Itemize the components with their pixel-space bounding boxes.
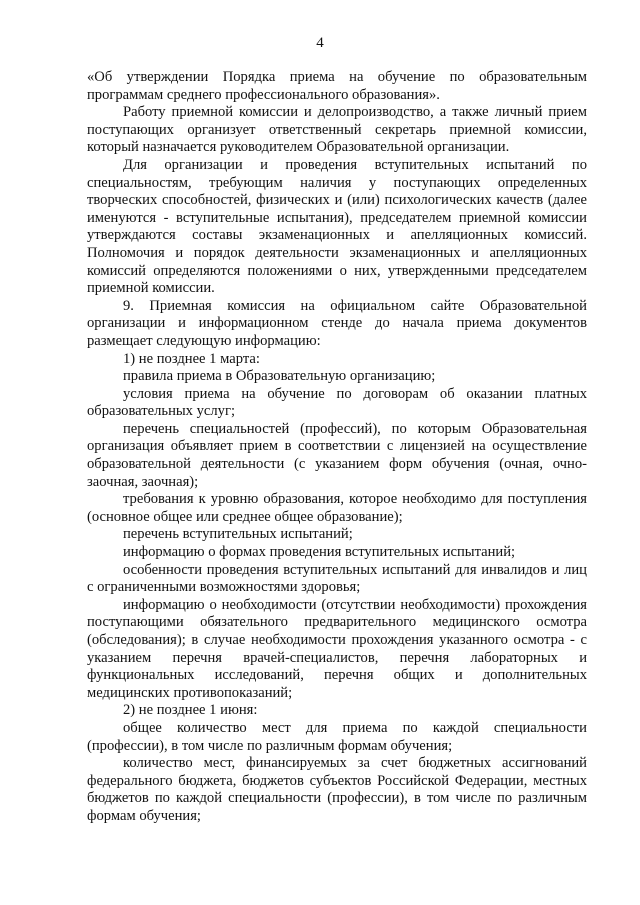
list-item-paid-services: условия приема на обучение по договорам об оказании платных образовательных услуг; [87,385,587,420]
list-item-total-places: общее количество мест для приема по каждой специальности (профессии), в том числе по различным формам обучения; [87,719,587,754]
list-item-specialties: перечень специальностей (профессий), по которым Образовательная организация объявляет прием в соответствии с лицензией на осуществление образовательной деятельности (с указанием форм обучения (очная, очно-заочная, заочная); [87,420,587,490]
paragraph-deadline-march: 1) не позднее 1 марта: [123,350,260,367]
list-item-education-level: требования к уровню образования, которое необходимо для поступления (основное общее или среднее общее образование); [87,491,587,525]
paragraph-order-title: «Об утверждении Порядка приема на обучение по образовательным программам среднего профессионального образования». [87,69,587,103]
paragraph-commissions: Для организации и проведения вступительных испытаний по специальностям, требующим наличия у поступающих определенных творческих способностей, физических и (или) психологических качеств (далее именуются - вступительные испытания), председателем приемной комиссии утверждаются составы экзаменационных и апелляционных комиссий. Полномочия и порядок деятельности экзаменационных и апелляционных комиссий определяются положениями о них, утвержденными председателем приемной комиссии. [87,156,587,297]
list-item-exam-forms: информацию о формах проведения вступительных испытаний; [123,544,516,561]
paragraph-item-9: 9. Приемная комиссия на официальном сайте Образовательной организации и информационном стенде до начала приема документов размещает следующую информацию: [87,297,587,349]
page-number: 4 [316,35,324,51]
list-item-medical-exam: информацию о необходимости (отсутствии необходимости) прохождения поступающими обязательного предварительного медицинского осмотра (обследования); в случае необходимости прохождения указанного осмотра - с указанием перечня врачей-специалистов, перечня лабораторных и функциональных исследований, перечня общих и дополнительных медицинских противопоказаний; [87,596,587,701]
list-item-disabilities: особенности проведения вступительных испытаний для инвалидов и лиц с ограниченными возможностями здоровья; [87,561,587,596]
list-item-budget-places: количество мест, финансируемых за счет бюджетных ассигнований федерального бюджета, бюджетов субъектов Российской Федерации, местных бюджетов по каждой специальности (профессии), в том числе по различным формам обучения; [87,755,587,824]
document-body [87,69,587,826]
paragraph-deadline-june: 2) не позднее 1 июня: [123,702,258,719]
list-item-exams: перечень вступительных испытаний; [123,526,353,543]
paragraph-secretary: Работу приемной комиссии и делопроизводство, а также личный прием поступающих организует ответственный секретарь приемной комиссии, который назначается руководителем Образовательной организации. [87,104,587,156]
list-item-admission-rules: правила приема в Образовательную организацию; [123,368,436,385]
